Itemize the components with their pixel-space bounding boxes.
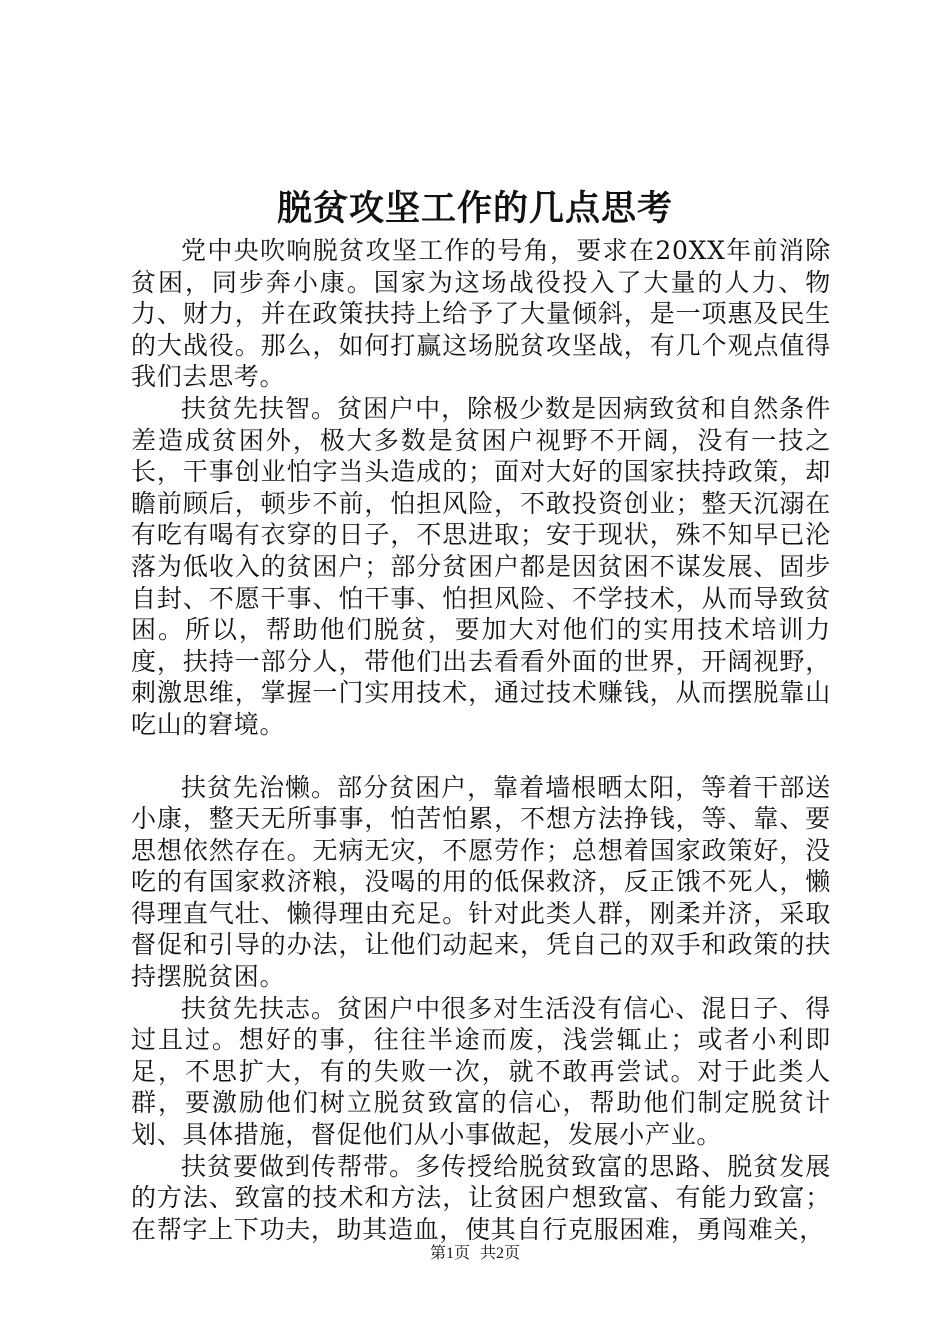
paragraph-laziness: 扶贫先治懒。部分贫困户，靠着墙根晒太阳，等着干部送小康，整天无所事事，怕苦怕累，不想方法挣钱，等、靠、要思想依然存在。无病无灾，不愿劳作；总想着国家政策好，没吃的有国家救济粮，没喝的用的低保救济，反正饿不死人，懒得理直气壮、懒得理由充足。针对此类人群，刚柔并济，采取督促和引导的办法，让他们动起来，凭自己的双手和政策的扶持摆脱贫困。	[131, 772, 831, 992]
page-footer	[0, 1243, 950, 1265]
page-number: 第1页	[429, 1245, 470, 1262]
paragraph-wisdom: 扶贫先扶智。贫困户中，除极少数是因病致贫和自然条件差造成贫困外，极大多数是贫困户视野不开阔，没有一技之长，干事创业怕字当头造成的；面对大好的国家扶持政策，却瞻前顾后，顿步不前，怕担风险，不敢投资创业；整天沉溺在有吃有喝有衣穿的日子，不思进取；安于现状，殊不知早已沦落为低收入的贫困户；部分贫困户都是因贫困不谋发展、固步自封、不愿干事、怕干事、怕担风险、不学技术，从而导致贫困。所以，帮助他们脱贫，要加大对他们的实用技术培训力度，扶持一部分人，带他们出去看看外面的世界，开阔视野，刺激思维，掌握一门实用技术，通过技术赚钱，从而摆脱靠山吃山的窘境。	[131, 393, 831, 739]
document-title: 脱贫攻坚工作的几点思考	[276, 188, 673, 229]
paragraph-mentoring: 扶贫要做到传帮带。多传授给脱贫致富的思路、脱贫发展的方法、致富的技术和方法，让贫困户想致富、有能力致富；在帮字上下功夫，助其造血，使其自行克服困难，勇闯难关，	[131, 1151, 831, 1244]
paragraph-intro: 党中央吹响脱贫攻坚工作的号角，要求在20XX年前消除贫困，同步奔小康。国家为这场战役投入了大量的人力、物力、财力，并在政策扶持上给予了大量倾斜，是一项惠及民生的大战役。那么，如何打赢这场脱贫攻坚战，有几个观点值得我们去思考。	[131, 236, 831, 392]
page-total: 共2页	[480, 1245, 521, 1262]
paragraph-ambition: 扶贫先扶志。贫困户中很多对生活没有信心、混日子、得过且过。想好的事，往往半途而废，浅尝辄止；或者小利即足，不思扩大，有的失败一次，就不敢再尝试。对于此类人群，要激励他们树立脱贫致富的信心，帮助他们制定脱贫计划、具体措施，督促他们从小事做起，发展小产业。	[131, 993, 831, 1150]
document-body	[131, 235, 831, 1245]
